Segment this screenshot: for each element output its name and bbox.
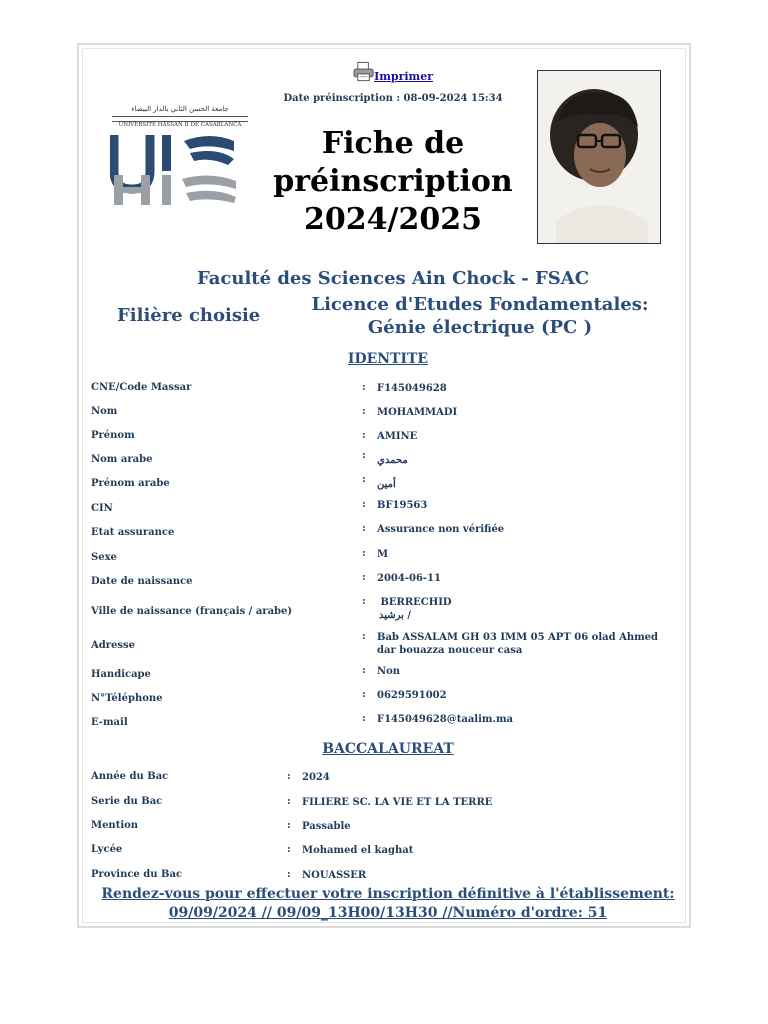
row-separator: : [362, 474, 366, 485]
row-label: Serie du Bac [91, 796, 163, 807]
row-label: Prénom arabe [91, 478, 170, 489]
row-separator: : [362, 450, 366, 461]
filiere-label: Filière choisie [117, 305, 261, 326]
row-separator: : [362, 548, 366, 559]
row-label: Province du Bac [91, 869, 183, 880]
row-label: Mention [91, 820, 139, 831]
logo-arabic-text: جامعة الحسن الثاني بالدار البيضاء [131, 105, 229, 113]
print-link[interactable]: Imprimer [374, 70, 433, 83]
row-separator: : [287, 844, 291, 855]
row-label: Lycée [91, 844, 123, 855]
row-separator: : [362, 596, 366, 607]
logo-emblem-icon [110, 131, 250, 211]
row-value: BERRECHID [377, 597, 452, 608]
row-value: F145049628 [377, 383, 447, 394]
row-value: 0629591002 [377, 690, 447, 701]
row-separator: : [362, 713, 366, 724]
rendezvous-notice [83, 885, 693, 923]
print-link-group[interactable] [353, 59, 433, 83]
row-label: Sexe [91, 552, 117, 563]
row-value: Bab ASSALAM GH 03 IMM 05 APT 06 olad Ahmed dar bouazza nouceur casa [377, 632, 659, 656]
row-label: CIN [91, 503, 113, 514]
row-value: محمدي [377, 455, 408, 466]
student-photo [537, 70, 661, 244]
student-portrait-image [538, 71, 660, 243]
row-separator: : [362, 499, 366, 510]
row-value: Non [377, 666, 401, 677]
filiere-value: Licence d'Etudes Fondamentales: Génie électrique (PC ) [311, 294, 649, 338]
registration-sheet [77, 43, 691, 928]
row-value: Assurance non vérifiée [377, 524, 505, 535]
page-title [253, 125, 533, 239]
preinscription-date: Date préinscription : 08-09-2024 15:34 [283, 93, 503, 104]
university-logo [110, 105, 250, 213]
row-label: Handicape [91, 669, 151, 680]
row-value: F145049628@taalim.ma [377, 714, 514, 725]
row-value: Passable [302, 821, 351, 832]
title-line-2: préinscription [273, 164, 513, 199]
row-separator: : [287, 869, 291, 880]
faculty-name: Faculté des Sciences Ain Chock - FSAC [196, 268, 590, 289]
row-value: Mohamed el kaghat [302, 845, 414, 856]
identite-heading: IDENTITE [347, 351, 429, 367]
baccalaureat-heading: BACCALAUREAT [322, 741, 454, 757]
row-label: Adresse [91, 640, 136, 651]
row-separator: : [362, 631, 366, 642]
row-label: CNE/Code Massar [91, 382, 192, 393]
row-label: Date de naissance [91, 576, 193, 587]
rendezvous-line-2: 09/09/2024 // 09/09_13H00/13H30 //Numéro d'ordre: 51 [168, 905, 608, 921]
row-value: NOUASSER [302, 870, 367, 881]
row-separator: : [362, 406, 366, 417]
row-value: MOHAMMADI [377, 407, 458, 418]
row-separator: : [362, 382, 366, 393]
row-value: FILIERE SC. LA VIE ET LA TERRE [302, 797, 493, 808]
row-label: Etat assurance [91, 527, 175, 538]
row-label: Prénom [91, 430, 135, 441]
row-value-arabic: برشيد / [379, 610, 412, 621]
row-separator: : [362, 430, 366, 441]
row-value: أمين [377, 479, 396, 490]
title-line-3: 2024/2025 [304, 202, 482, 237]
row-separator: : [362, 689, 366, 700]
logo-latin-text: UNIVERSITÉ HASSAN II DE CASABLANCA [118, 122, 242, 128]
row-label: N°Téléphone [91, 693, 163, 704]
row-label: E-mail [91, 717, 128, 728]
row-label: Année du Bac [91, 771, 169, 782]
title-line-1: Fiche de [321, 126, 465, 161]
row-label: Nom arabe [91, 454, 153, 465]
row-label: Ville de naissance (français / arabe) [91, 606, 293, 617]
row-label: Nom [91, 406, 118, 417]
row-separator: : [362, 665, 366, 676]
row-separator: : [362, 523, 366, 534]
row-separator: : [287, 820, 291, 831]
row-separator: : [287, 771, 291, 782]
row-value: 2004-06-11 [377, 573, 441, 584]
row-separator: : [362, 572, 366, 583]
rendezvous-line-1: Rendez-vous pour effectuer votre inscription définitive à l'établissement: [101, 886, 675, 902]
row-value: BF19563 [377, 500, 428, 511]
sheet-frame [82, 48, 686, 923]
row-separator: : [287, 796, 291, 807]
row-value: 2024 [302, 772, 330, 783]
row-value: M [377, 549, 389, 560]
row-value: AMINE [377, 431, 418, 442]
printer-icon[interactable] [353, 61, 374, 83]
